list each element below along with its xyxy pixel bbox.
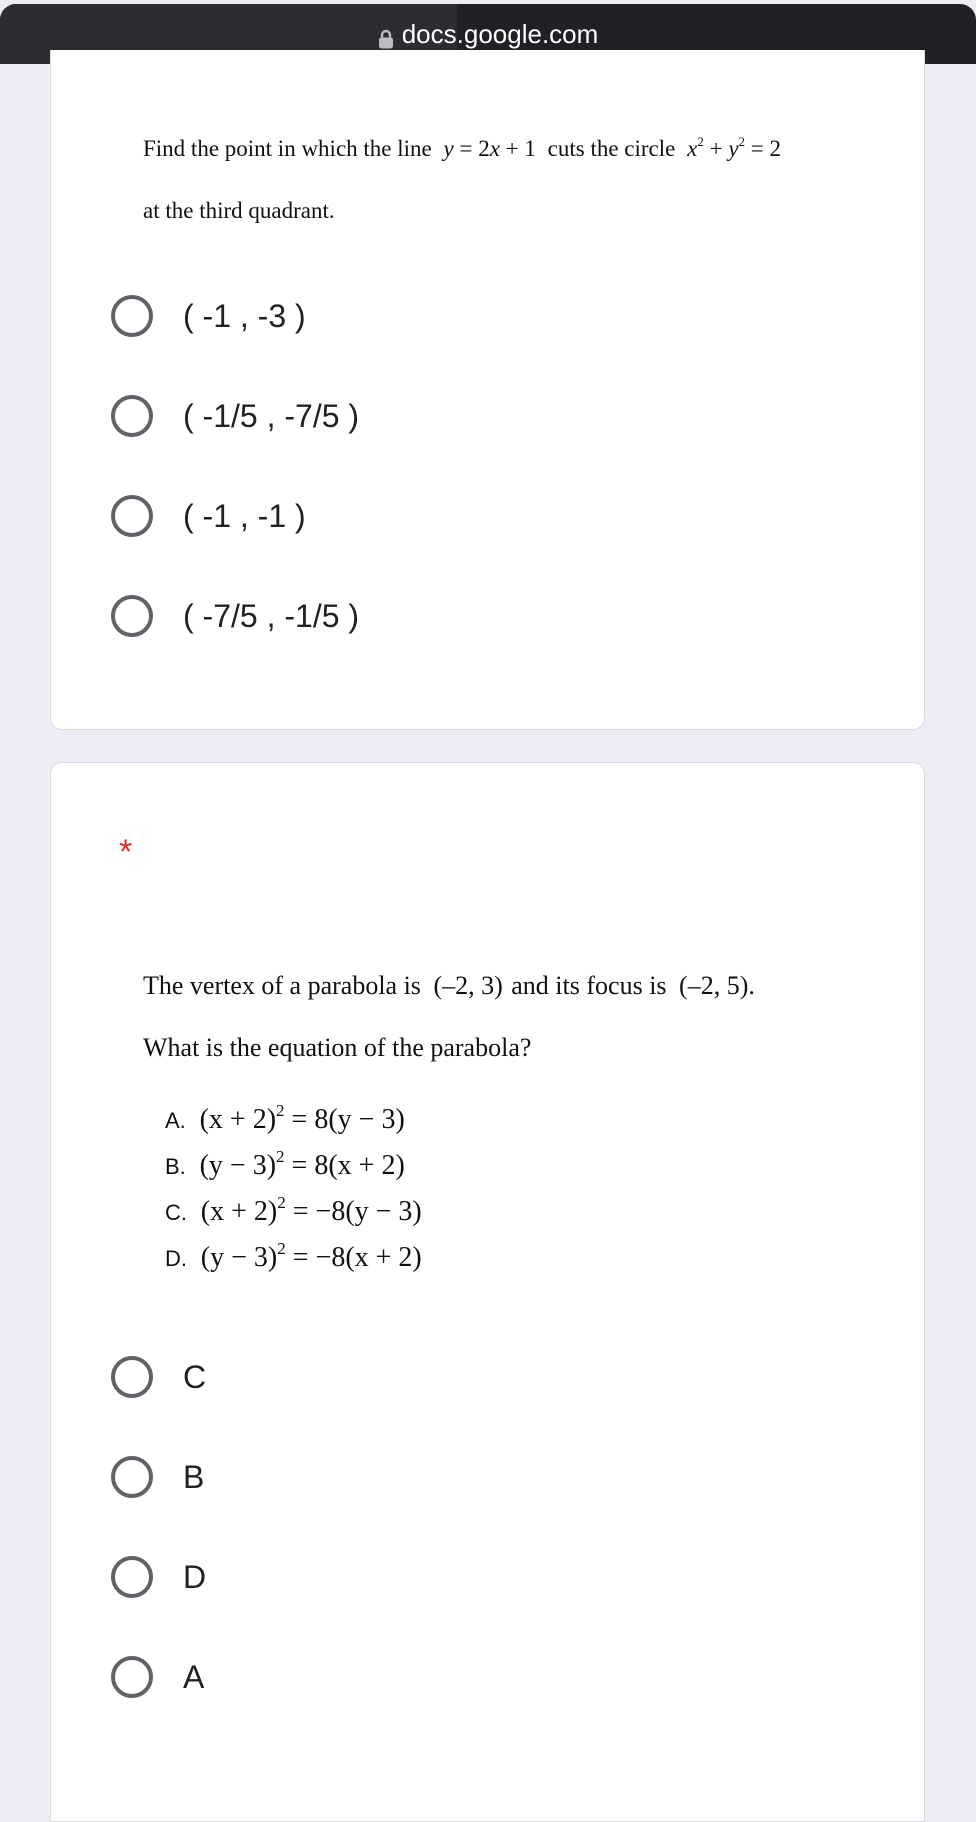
option-label: ( -7/5 , -1/5 ) (183, 597, 360, 634)
q2-option-4[interactable] (111, 1647, 204, 1707)
q1-option-4[interactable] (111, 586, 359, 646)
q2-option-3[interactable] (111, 1547, 206, 1607)
radio-button[interactable] (111, 1656, 153, 1698)
circle-equation: $x^2 + y^2 = 2$ (687, 134, 782, 161)
radio-button[interactable] (111, 1356, 153, 1398)
q1-text-before: Find the point in which the line (143, 136, 432, 161)
option-label: ( -1/5 , -7/5 ) (183, 397, 360, 434)
q2-period: . (748, 971, 755, 1000)
option-label: D (183, 1558, 207, 1595)
line-equation: y = 2x + 1 (443, 136, 536, 161)
choice-c (165, 1193, 422, 1228)
choice-equation: $(x + 2)^2 = 8(y - 3)$ (199, 1101, 405, 1135)
question-1-text (143, 134, 781, 162)
question-2-text-line2: What is the equation of the parabola? (143, 1033, 532, 1062)
choice-letter: A. (165, 1108, 186, 1133)
radio-button[interactable] (111, 295, 153, 337)
choice-equation: $(x + 2)^2 = -8(y - 3)$ (200, 1193, 422, 1227)
question-1-text-line2: at the third quadrant. (143, 198, 335, 223)
q1-option-3[interactable] (111, 486, 306, 546)
radio-button[interactable] (111, 1556, 153, 1598)
choice-letter: B. (165, 1154, 186, 1179)
url-text: docs.google.com (401, 18, 599, 49)
choice-letter: C. (165, 1200, 187, 1225)
q1-option-1[interactable] (111, 286, 306, 346)
option-label: A (183, 1658, 205, 1695)
option-label: B (183, 1458, 205, 1495)
radio-button[interactable] (111, 595, 153, 637)
choice-equation: $(y - 3)^2 = 8(x + 2)$ (199, 1147, 405, 1181)
required-asterisk: * (119, 833, 133, 871)
radio-button[interactable] (111, 1456, 153, 1498)
question-card-1 (50, 50, 925, 730)
option-label: ( -1 , -3 ) (183, 297, 306, 334)
q2-text-a: The vertex of a parabola is (143, 971, 421, 1000)
focus-value: (–2, 5) (679, 971, 749, 1000)
q1-option-2[interactable] (111, 386, 359, 446)
choice-equation: $(y - 3)^2 = -8(x + 2)$ (200, 1239, 422, 1273)
option-label: C (183, 1358, 207, 1395)
vertex-value: (–2, 3) (433, 971, 503, 1000)
choice-a (165, 1101, 405, 1136)
choice-b (165, 1147, 405, 1182)
q2-text-b: and its focus is (511, 971, 667, 1000)
choice-d (165, 1239, 422, 1274)
lock-icon (378, 25, 394, 45)
option-label: ( -1 , -1 ) (183, 497, 306, 534)
radio-button[interactable] (111, 395, 153, 437)
q2-option-1[interactable] (111, 1347, 206, 1407)
q1-text-middle: cuts the circle (547, 136, 676, 161)
radio-button[interactable] (111, 495, 153, 537)
q2-option-2[interactable] (111, 1447, 204, 1507)
question-card-2 (50, 762, 925, 1822)
question-2-text (143, 971, 755, 1001)
choice-letter: D. (165, 1246, 187, 1271)
